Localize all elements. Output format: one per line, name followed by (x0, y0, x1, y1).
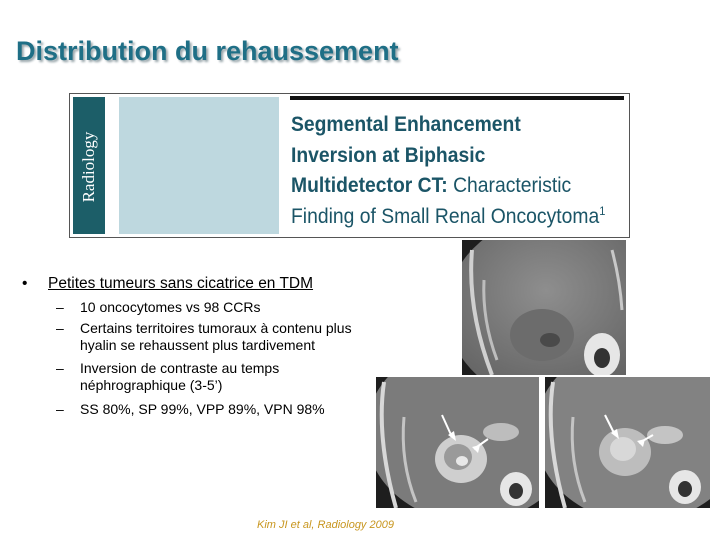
sub-bullet-2: – Certains territoires tumoraux à contenu plus hyalin se rehaussent plus tardivement (56, 319, 352, 353)
sub-bullet-1: – 10 oncocytomes vs 98 CCRs (56, 299, 261, 315)
ct-image-nephrographic (545, 377, 710, 508)
bullet-list (22, 275, 367, 421)
citation: Kim JI et al, Radiology 2009 (257, 519, 394, 531)
decorative-band (119, 97, 279, 234)
article-title-line-1: Segmental Enhancement (291, 113, 521, 136)
sub-bullet-3: – Inversion de contraste au temps néphrographique (3-5’) (56, 359, 280, 393)
article-title-line-3: Multidetector CT: Characteristic (291, 174, 572, 197)
journal-spine (73, 97, 105, 234)
ct-image-arterial (376, 377, 539, 508)
slide-title: Distribution du rehaussement (16, 36, 399, 66)
footnote-mark: 1 (599, 203, 606, 218)
ct-image-unenhanced (462, 240, 626, 375)
bullet-text: Petites tumeurs sans cicatrice en TDM (48, 275, 314, 292)
bullet-marker: • (22, 275, 28, 292)
bullet-item (22, 275, 367, 293)
article-title (291, 110, 606, 232)
journal-name: Radiology (79, 131, 98, 203)
article-header-image (69, 93, 630, 238)
sub-bullet-4: – SS 80%, SP 99%, VPP 89%, VPN 98% (56, 400, 325, 417)
article-title-line-2: Inversion at Biphasic (291, 143, 486, 167)
title-rule (290, 96, 624, 100)
article-title-line-4: Finding of Small Renal Oncocytoma$^1$ (291, 203, 606, 228)
